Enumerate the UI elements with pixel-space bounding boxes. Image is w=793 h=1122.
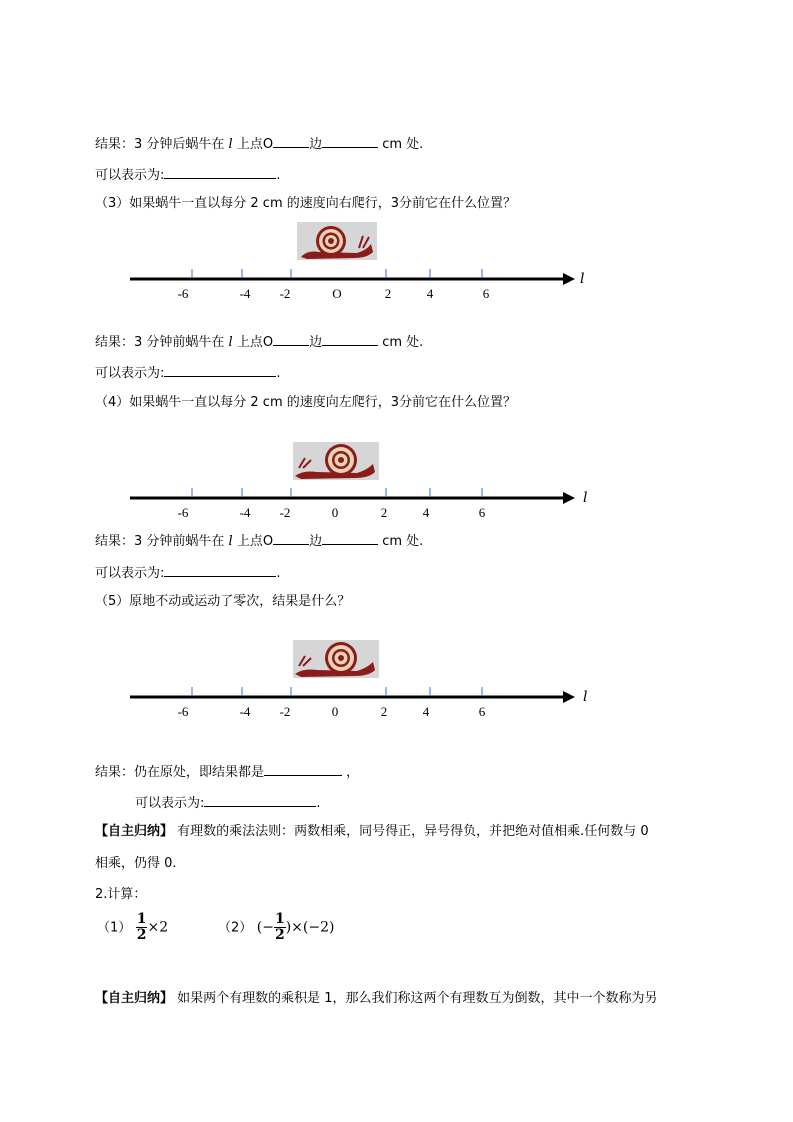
tick-label: 2 [380,704,388,719]
rule-tag: 【自主归纳】 [95,991,174,1006]
tick-label: -4 [239,286,251,301]
blank-distance[interactable] [322,332,378,346]
result-text: 结果：3 分钟后蜗牛在 [95,137,229,152]
blank-result[interactable] [264,762,342,776]
express-label: 可以表示为: [95,566,165,581]
calc-problem-2 [218,912,334,943]
express-line-2 [95,165,281,184]
tick-label: -4 [239,505,251,520]
result-text: cm 处. [378,335,424,350]
result-text: 结果：仍在原处，即结果都是 [95,765,265,780]
express-label: 可以表示为: [95,366,165,381]
result-text: ， [342,765,360,780]
express-end: . [276,566,281,581]
express-line-4 [95,563,281,582]
blank-distance[interactable] [322,134,378,148]
tick-label: 2 [380,505,388,520]
rule-paragraph-1-cont: 相乘，仍得 0. [95,856,177,871]
blank-expression[interactable] [164,165,276,179]
tick-label: -2 [279,505,291,520]
problem-number: （1） [97,920,132,936]
tick-label: 6 [482,286,490,301]
blank-distance[interactable] [322,531,378,545]
tick-label: -6 [177,286,189,301]
result-line-5 [95,762,359,781]
blank-expression[interactable] [204,793,316,807]
fraction: $\frac{1}{2}$ [136,911,147,943]
express-line-3 [95,363,281,382]
snail-image [293,640,379,682]
tick-label: 0 [331,704,339,719]
tick-label: 6 [478,704,486,719]
tick-label: 4 [422,505,430,520]
result-line-4 [95,531,423,550]
express-end: . [276,366,281,381]
result-line-3 [95,332,423,351]
express-label: 可以表示为: [95,168,165,183]
rule-text: 有理数的乘法法则：两数相乘，同号得正，异号得负，并把绝对值相乘.任何数与 0 [173,824,649,839]
question-3: （3）如果蜗牛一直以每分 2 cm 的速度向右爬行，3分前它在什么位置？ [95,196,517,211]
math-tail: )×(−2) [285,919,335,936]
express-line-5 [135,793,321,812]
question-4: （4）如果蜗牛一直以每分 2 cm 的速度向左爬行，3分前它在什么位置？ [95,395,517,410]
express-end: . [316,796,321,811]
fraction: $\frac{1}{2}$ [274,911,285,943]
problem-number: （2） [218,920,253,936]
blank-expression[interactable] [164,563,276,577]
blank-direction[interactable] [273,134,309,148]
tick-label: 4 [422,704,430,719]
result-text: 边 [309,335,323,350]
line-symbol: l [228,137,233,152]
tick-label: O [332,286,342,301]
axis-label: l [580,271,585,287]
rule-paragraph-2 [95,991,658,1007]
math-tail: ×2 [147,919,169,936]
calc-title: 2.计算： [95,887,147,902]
blank-direction[interactable] [273,332,309,346]
tick-label: -6 [177,505,189,520]
tick-label: 4 [426,286,434,301]
tick-label: 0 [331,505,339,520]
result-text: cm 处. [378,137,424,152]
question-5: （5）原地不动或运动了零次，结果是什么？ [95,594,351,609]
result-text: 边 [309,137,323,152]
line-symbol: l [228,335,233,350]
express-end: . [276,168,281,183]
result-text: 边 [309,534,323,549]
snail-image [297,222,377,264]
math-open: (− [256,919,274,936]
result-text: 结果：3 分钟前蜗牛在 [95,335,229,350]
line-symbol: l [228,534,233,549]
number-line-3 [125,680,595,740]
result-text: 结果：3 分钟前蜗牛在 [95,534,229,549]
result-text: 上点O [232,534,274,549]
rule-tag: 【自主归纳】 [95,824,174,839]
tick-label: -2 [279,286,291,301]
snail-image [293,442,379,484]
rule-text: 如果两个有理数的乘积是 1，那么我们称这两个有理数互为倒数，其中一个数称为另 [173,991,658,1006]
rule-paragraph-1 [95,824,649,840]
tick-label: 2 [384,286,392,301]
result-text: cm 处. [378,534,424,549]
axis-label: l [583,490,588,506]
result-text: 上点O [232,137,274,152]
tick-label: -2 [279,704,291,719]
result-line-2 [95,134,423,153]
blank-direction[interactable] [273,531,309,545]
axis-label: l [583,689,588,705]
tick-label: -4 [239,704,251,719]
tick-label: 6 [478,505,486,520]
express-label: 可以表示为: [135,796,205,811]
number-line-1 [125,262,595,322]
tick-label: -6 [177,704,189,719]
blank-expression[interactable] [164,363,276,377]
calc-problem-1 [97,912,168,943]
result-text: 上点O [232,335,274,350]
